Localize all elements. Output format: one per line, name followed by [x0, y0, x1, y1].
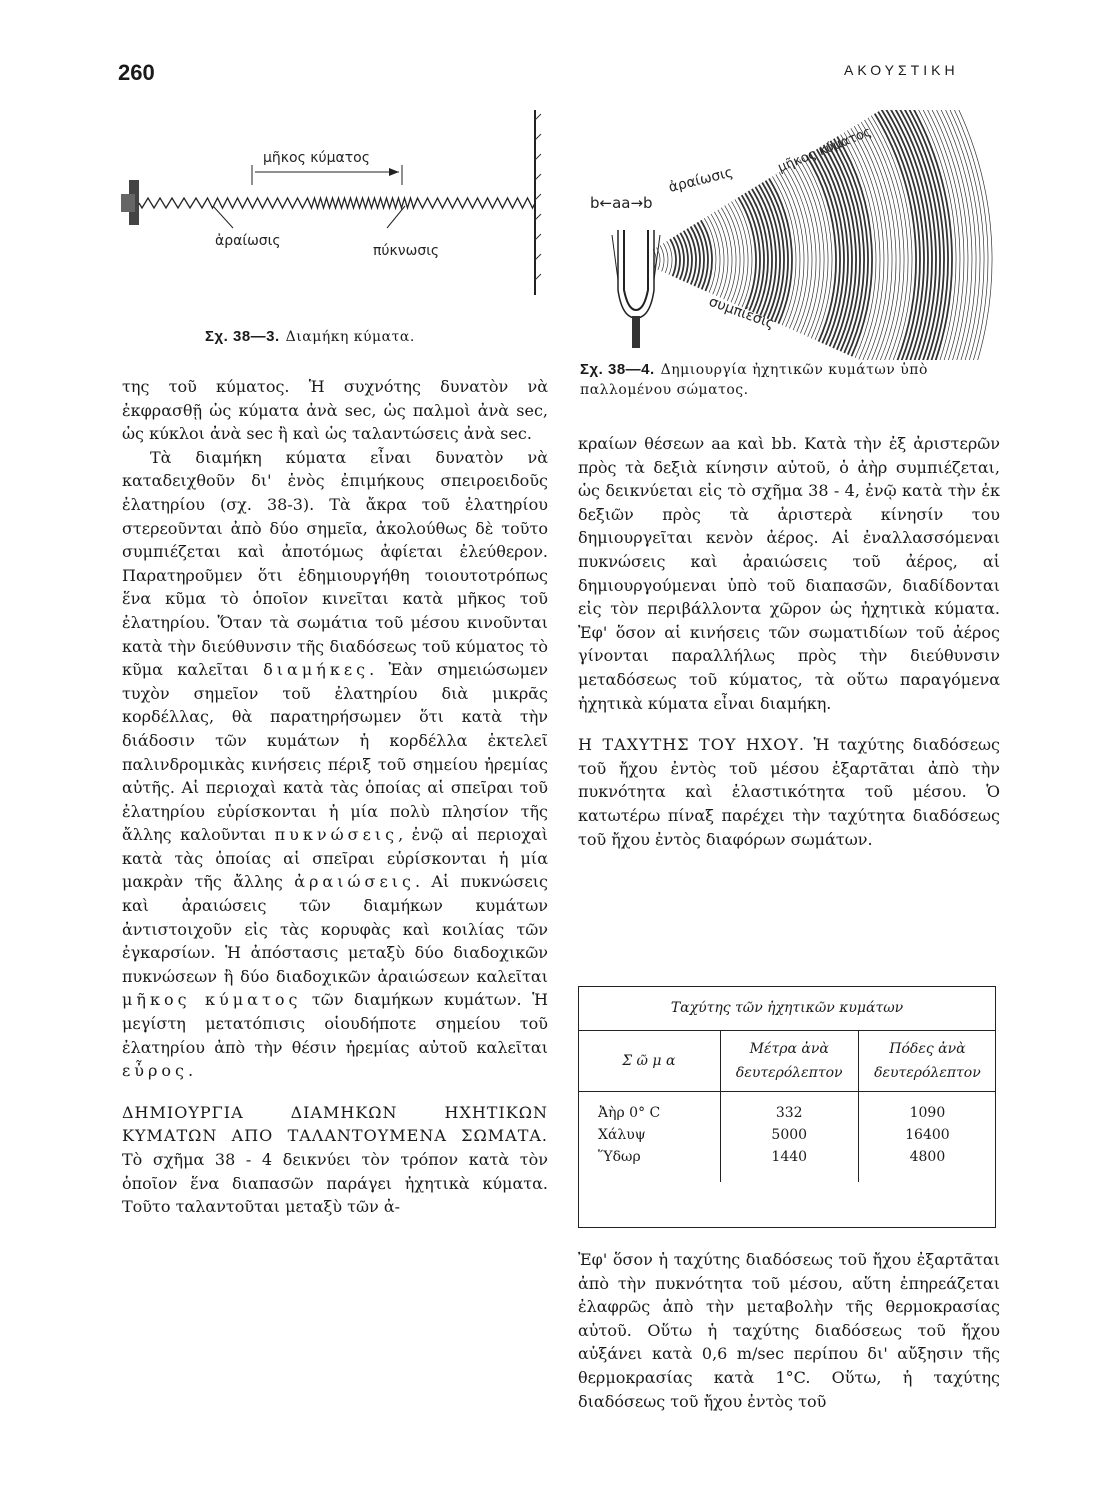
table-row: Ἀὴρ 0° C 332 1090	[578, 1092, 996, 1125]
paragraph-section: ΔΗΜΙΟΥΡΓΙΑ ΔΙΑΜΗΚΩΝ ΗΧΗΤΙΚΩΝ ΚΥΜΑΤΩΝ ΑΠΟ ΤΑΛΑΝΤΟΥΜΕΝΑ ΣΩΜΑΤΑ. Τὸ σχῆμα 38 - 4 δεικνύει τὸν τρόπον κατὰ τὸν ὁποῖον ἕνα διαπασῶν παράγει ἠχητικὰ κύματα. Τοῦτο ταλαντοῦται μεταξὺ τῶν ἀ-	[122, 1102, 548, 1217]
wave-arc	[851, 128, 888, 360]
running-head: ΑΚΟΥΣΤΙΚΗ	[844, 62, 959, 78]
figure-caption-38-4: Σχ. 38—4. Δημιουργία ἠχητικῶν κυμάτων ὑπὸ παλλομένου σώματος.	[580, 361, 928, 398]
label-rarefaction: ἀραίωσις	[215, 233, 281, 249]
section-heading: ΔΗΜΙΟΥΡΓΙΑ ΔΙΑΜΗΚΩΝ ΗΧΗΤΙΚΩΝ ΚΥΜΑΤΩΝ ΑΠΟ ΤΑΛΑΝΤΟΥΜΕΝΑ ΣΩΜΑΤΑ.	[122, 1102, 548, 1146]
label-wavelength: μῆκος κύματος	[263, 150, 370, 166]
col-feet: Πόδες ἀνὰ δευτερόλεπτον	[858, 1031, 996, 1092]
figure-caption-38-3: Σχ. 38—3. Διαμήκη κύματα.	[205, 328, 415, 345]
wave-arc	[670, 239, 676, 276]
wave-arc	[660, 245, 664, 271]
right-column-bottom	[578, 1248, 1000, 1413]
left-column	[122, 375, 548, 1219]
col-meters: Μέτρα ἀνὰ δευτερόλεπτον	[720, 1031, 858, 1092]
figure-spring	[115, 110, 545, 300]
label-b-aa-b: b←aa→b	[590, 194, 653, 212]
col-body: Σ ῶ μ α	[578, 1031, 720, 1092]
wave-arc	[766, 181, 788, 322]
label-rarefaction-fork: ἀραίωσις	[667, 164, 735, 196]
right-column	[578, 432, 1000, 851]
table-header	[578, 1031, 996, 1092]
paragraph-speed: Η ΤΑΧΥΤΗΣ ΤΟΥ ΗΧΟΥ. Ἡ ταχύτης διαδόσεως τοῦ ἤχου ἐντὸς τοῦ μέσου ἐξαρτᾶται ἀπὸ τὴν πυκνότητα καὶ ἐλαστικότητα τοῦ μέσου. Ὁ κατωτέρω πίναξ παρέχει τὴν ταχύτητα διαδόσεως τοῦ ἤχου ἐντὸς διαφόρων σωμάτων.	[578, 735, 1000, 849]
figure-tuning-fork	[580, 110, 1000, 360]
label-compression-fork: συμπίεσις	[706, 293, 777, 333]
paragraph-longitudinal: Τὰ διαμήκη κύματα εἶναι δυνατὸν νὰ καταδειχθοῦν δι' ἑνὸς ἐπιμήκους σπειροειδοῦς ἐλατηρίου (σχ. 38-3). Τὰ ἄκρα τοῦ ἐλατηρίου στερεοῦνται ἀπὸ δύο σημεῖα, ἀκολούθως δὲ τοῦτο συμπιέζεται καὶ ἀποτόμως ἀφίεται ἐλεύθερον. Παρατηροῦμεν ὅτι ἐδημιουργήθη τοιουτοτρόπως ἕνα κῦμα τὸ ὁποῖον κινεῖται κατὰ μῆκος τοῦ ἐλατηρίου. Ὅταν τὰ σωμάτια τοῦ μέσου κινοῦνται κατὰ τὴν διεύθυνσιν τῆς διαδόσεως τοῦ κύματος τὸ κῦμα καλεῖται διαμήκες. Ἐὰν σημειώσωμεν τυχὸν σημεῖον τοῦ ἐλατηρίου διὰ μικρᾶς κορδέλλας, θὰ παρατηρήσωμεν ὅτι κατὰ τὴν διάδοσιν τῶν κυμάτων ἡ κορδέλλα ἐκτελεῖ παλινδρομικὰς κινήσεις πέριξ τοῦ σημείου ἠρεμίας αὐτῆς. Αἱ περιοχαὶ κατὰ τὰς ὁποίας αἱ σπεῖραι τοῦ ἐλατηρίου εὑρίσκονται ἡ μία πολὺ πλησίον τῆς ἄλλης καλοῦνται πυκνώσεις, ἐνῷ αἱ περιοχαὶ κατὰ τὰς ὁποίας αἱ σπεῖραι εὑρίσκονται ἡ μία μακρὰν τῆς ἄλλης ἀραιώσεις. Αἱ πυκνώσεις καὶ ἀραιώσεις τῶν διαμήκων κυμάτων ἀντιστοιχοῦν εἰς τὰς κορυφὰς καὶ κοιλίας τῶν ἐγκαρσίων. Ἡ ἀπόστασις μεταξὺ δύο διαδοχικῶν πυκνώσεων ἢ δύο διαδοχικῶν ἀραιώσεων καλεῖται μῆκος κύματος τῶν διαμήκων κυμάτων. Ἡ μεγίστη μετατόπισις οἱουδήποτε σημείου τοῦ ἐλατηρίου ἀπὸ τὴν θέσιν ἠρεμίας αὐτοῦ καλεῖται εὖρος.	[122, 447, 549, 1081]
wave-arc	[885, 110, 928, 360]
speed-table	[578, 986, 996, 1182]
paragraph: της τοῦ κύματος. Ἡ συχνότης δυνατὸν νὰ ἐκφρασθῇ ὡς κύματα ἀνὰ sec, ὡς παλμοὶ ἀνὰ sec, ὡς κύκλοι ἀνὰ sec ἢ καὶ ὡς ταλαντώσεις ἀνὰ sec.	[122, 377, 548, 444]
table-title: Ταχύτης τῶν ἠχητικῶν κυμάτων	[578, 986, 996, 1031]
table-row: Ὕδωρ 1440 4800	[578, 1146, 996, 1182]
paragraph: Ἐφ' ὅσον ἡ ταχύτης διαδόσεως τοῦ ἤχου ἐξαρτᾶται ἀπὸ τὴν πυκνότητα τοῦ μέσου, αὕτη ἐπηρεάζεται ἐλαφρῶς ἀπὸ τὴν μεταβολὴν τῆς θερμοκρασίας αὐτοῦ. Οὕτω ἡ ταχύτης διαδόσεως τοῦ ἤχου αὐξάνει κατὰ 0,6 m/sec περίπου δι' αὔξησιν τῆς θερμοκρασίας κατὰ 1°C. Οὕτω, ἡ ταχύτης διαδόσεως τοῦ ἤχου ἐντὸς τοῦ	[578, 1250, 1000, 1411]
wave-arc	[667, 241, 672, 275]
paragraph: κραίων θέσεων aa καὶ bb. Κατὰ τὴν ἐξ ἀριστερῶν πρὸς τὰ δεξιὰ κίνησιν αὐτοῦ, ὁ ἀὴρ συμπιέζεται, ὡς δεικνύεται εἰς τὸ σχῆμα 38 - 4, ἐνῷ κατὰ τὴν ἐκ δεξιῶν πρὸς τὰ ἀριστερὰ κίνησίν του δημιουργεῖται κενὸν ἀέρος. Αἱ ἐναλλασσόμεναι πυκνώσεις καὶ ἀραιώσεις τοῦ ἀέρος, αἱ δημιουργούμεναι ὑπὸ τοῦ διαπασῶν, διαδίδονται εἰς τὸν περιβάλλοντα χῶρον ὡς ἠχητικὰ κύματα. Ἐφ' ὅσον αἱ κινήσεις τῶν σωματιδίων τοῦ ἀέρος γίνονται παραλλήλως πρὸς τὴν διεύθυνσιν μεταδόσεως τοῦ κύματος, τὰ οὕτω παραγόμενα ἠχητικὰ κύματα εἶναι διαμήκη.	[578, 434, 1000, 713]
section-heading: Η ΤΑΧΥΤΗΣ ΤΟΥ ΗΧΟΥ.	[578, 735, 805, 755]
table-row: Χάλυψ 5000 16400	[578, 1124, 996, 1146]
page-number: 260	[118, 60, 155, 85]
wave-arc	[909, 110, 956, 360]
label-compression: πύκνωσις	[373, 243, 440, 259]
label-wavelength-fork: μῆκος κύματος	[775, 124, 874, 176]
